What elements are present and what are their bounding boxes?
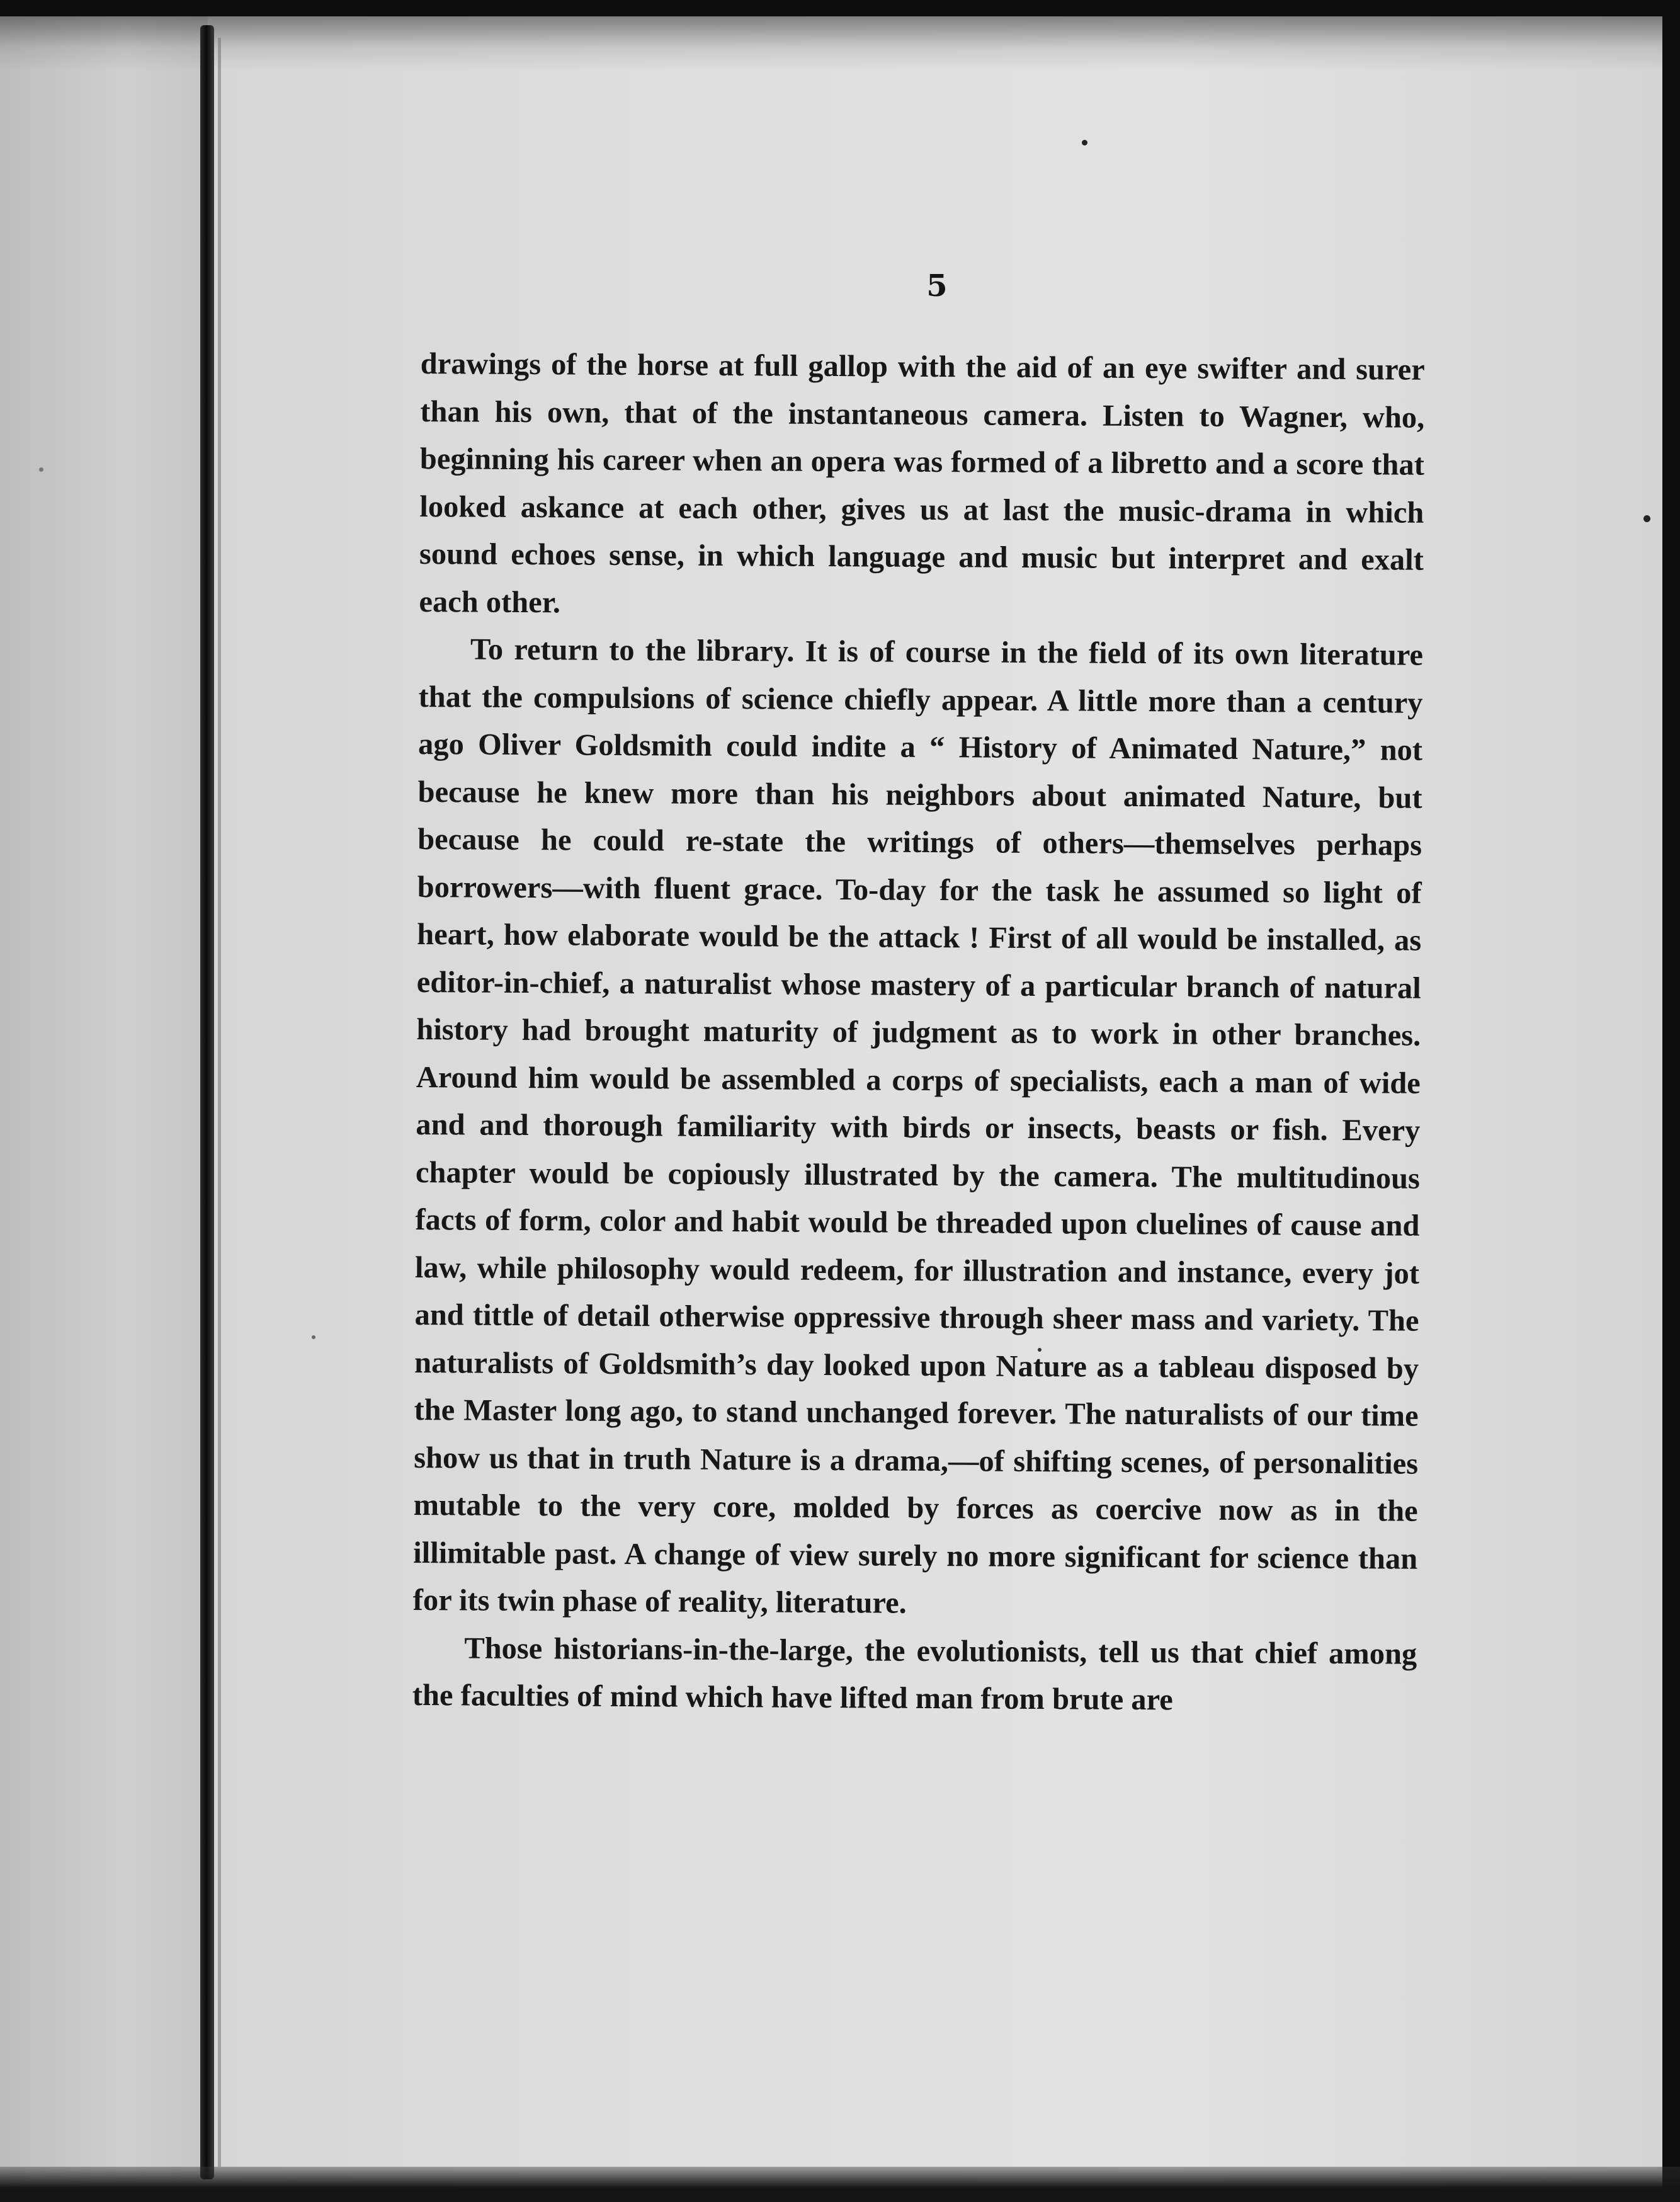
paragraph: drawings of the horse at full gallop with the aid of an eye swifter and surer than his own, that of the instantaneous camera. Listen to Wagner, who, beginning his career when an opera was formed of a libretto and a score that looked askance at each other, gives us at last the music-drama in which sound echoes sense, in which language and music but interpret and exalt each other.	[419, 346, 1425, 619]
paragraph: Those historians-in-the-large, the evolutionists, tell us that chief among the faculties of mind which have lifted man from brute are	[412, 1631, 1417, 1717]
top-border	[0, 0, 1680, 16]
dust-speck	[312, 1335, 315, 1339]
dust-speck	[39, 467, 43, 472]
body-text	[412, 340, 1425, 1725]
dust-speck	[1643, 515, 1650, 522]
left-paper-flap	[0, 14, 208, 2181]
binding-fold	[200, 25, 214, 2179]
fold-highlight	[218, 38, 221, 2167]
right-border	[1662, 0, 1680, 2202]
paragraph: To return to the library. It is of course in the field of its own literature that the compulsions of science chiefly appear. A little more than a century ago Oliver Goldsmith could indite a “ History of Animated Nature,” not because he knew more than his neighbors about animated Nature, but because he could re-state the writings of others—themselves perhaps borrowers—with fluent grace. To-day for the task he assumed so light of heart, how elaborate would be the attack ! First of all would be installed, as editor-in-chief, a naturalist whose mastery of a particular branch of natural history had brought maturity of judgment as to work in other branches. Around him would be assembled a corps of specialists, each a man of wide and and thorough familiarity with birds or insects, beasts or fish. Every chapter would be copiously illustrated by the camera. The multitudinous facts of form, color and habit would be threaded upon cluelines of cause and law, while philosophy would redeem, for illustration and instance, every jot and tittle of detail otherwise oppressive through sheer mass and variety. The naturalists of Goldsmith’s day looked upon Nature as a tableau disposed by the Master long ago, to stand unchanged forever. The naturalists of our time show us that in truth Nature is a drama,—of shifting scenes, of personalities mutable to the very core, molded by forces as coercive now as in the illimitable past. A change of view surely no more significant for science than for its twin phase of reality, literature.	[412, 632, 1424, 1620]
bottom-border	[0, 2167, 1680, 2202]
page-number: 5	[926, 268, 948, 304]
top-shadow	[0, 14, 1669, 71]
dust-speck	[1082, 140, 1087, 145]
